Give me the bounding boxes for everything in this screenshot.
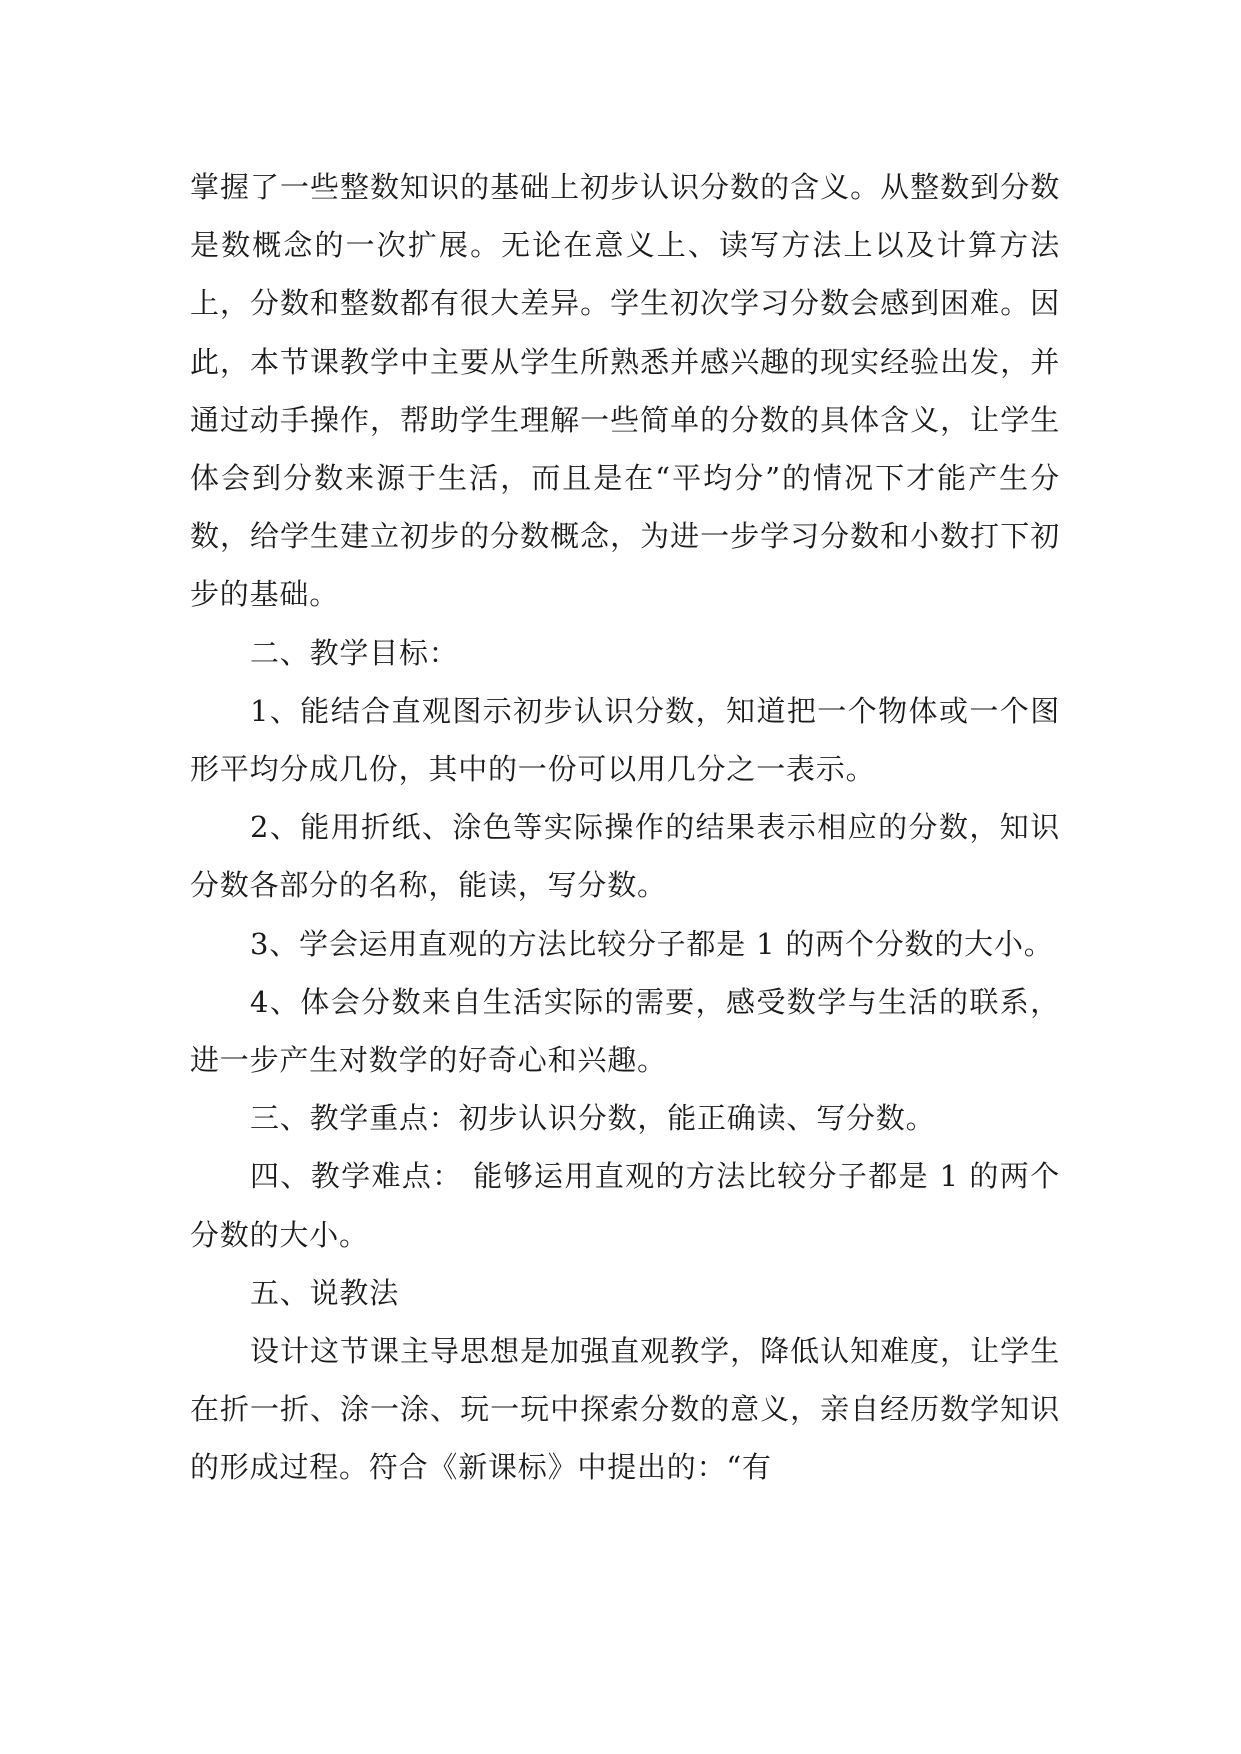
goal-item-4: 4、体会分数来自生活实际的需要，感受数学与生活的联系，进一步产生对数学的好奇心和兴趣。 bbox=[190, 984, 1060, 1078]
goal-item-2: 2、能用折纸、涂色等实际操作的结果表示相应的分数，知识分数各部分的名称，能读，写分数。 bbox=[190, 810, 1060, 903]
heading-teaching-method: 五、说教法 bbox=[250, 1275, 400, 1310]
heading-teaching-goals: 二、教学目标： bbox=[250, 635, 459, 670]
heading-key-points: 三、教学重点：初步认识分数，能正确读、写分数。 bbox=[250, 1101, 936, 1136]
goal-item-1: 1、能结合直观图示初步认识分数，知道把一个物体或一个图形平均分成几份，其中的一份可以用几分之一表示。 bbox=[190, 693, 1060, 787]
paragraph-method-description: 设计这节课主导思想是加强直观教学，降低认知难度，让学生在折一折、涂一涂、玩一玩中探索分数的意义，亲自经历数学知识的形成过程。符合《新课标》中提出的：“有 bbox=[190, 1334, 1060, 1485]
heading-difficulties: 四、教学难点： 能够运用直观的方法比较分子都是 1 的两个分数的大小。 bbox=[190, 1159, 1060, 1252]
goal-item-3: 3、学会运用直观的方法比较分子都是 1 的两个分数的大小。 bbox=[250, 926, 1054, 961]
document-body bbox=[190, 158, 1060, 1497]
paragraph-intro: 掌握了一些整数知识的基础上初步认识分数的含义。从整数到分数是数概念的一次扩展。无论在意义上、读写方法上以及计算方法上，分数和整数都有很大差异。学生初次学习分数会感到困难。因此，本节课教学中主要从学生所熟悉并感兴趣的现实经验出发，并通过动手操作，帮助学生理解一些简单的分数的具体含义，让学生体会到分数来源于生活，而且是在“平均分”的情况下才能产生分数，给学生建立初步的分数概念，为进一步学习分数和小数打下初步的基础。 bbox=[190, 170, 1060, 612]
